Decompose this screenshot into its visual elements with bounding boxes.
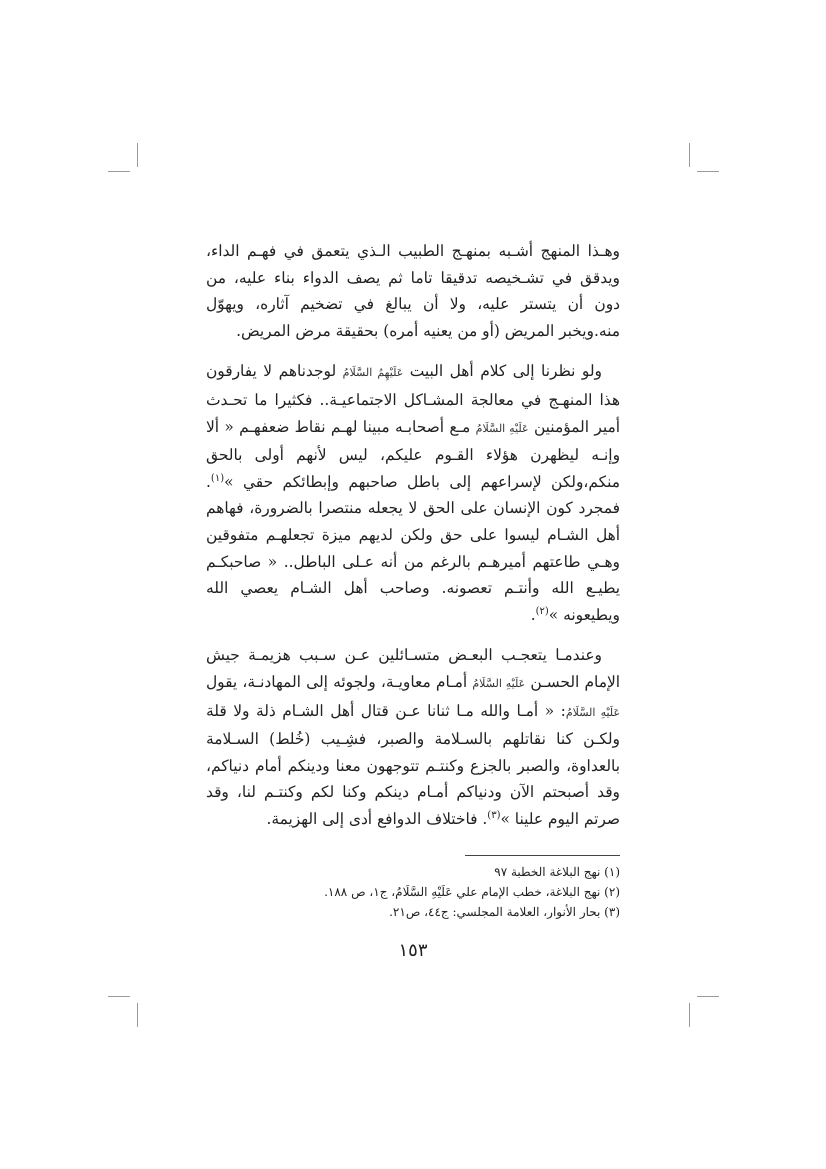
honorific-glyph: عَلَيْهِ السَّلَامُ (565, 705, 621, 719)
honorific-glyph: عَلَيْهِ السَّلَامُ (472, 676, 526, 690)
page-number: ١٥٣ (398, 940, 428, 961)
text-run: ولو نظرنا إلى كلام أهل البيت (403, 362, 602, 381)
footnote: (٢) نهج البلاغة، خطب الإمام علي عَلَيْهِ السَّلَامُ، ج١، ص ١٨٨. (324, 885, 620, 899)
text-run: : « أمـا والله مـا ثنانا عـن قتال أهل الشـام ذلة ولا قلة ولكـن كنا نقاتلهم بالسـلامة والصبر، فشِـيب (خُلط) السـلامة بالعداوة، والصبر بالجزع وكنتـم تتوجهون معنا ودينكم أمام دنياكم، وقد أصبحتم الآن ودنياكم أمـام دينكم وكنا لكم وكنتـم لنا، وقد صرتم اليوم علينا » (206, 701, 620, 828)
text-run: وهـذا المنهج أشـبه بمنهـج الطبيب الـذي يتعمق في فهـم الداء، ويدقق في تشـخيصه تدقيقا تاما ثم يصف الدواء بناء عليه، من دون أن يتستر عليه، ولا أن يبالغ في تضخيم آثاره، ويهوّل منه.ويخبر المريض (أو من يعنيه أمره) بحقيقة مرض المريض. (206, 242, 620, 340)
crop-mark-bottom-left-v (137, 1003, 138, 1027)
paragraph (206, 238, 620, 344)
footnote: (٣) بحار الأنوار، العلامة المجلسي: ج٤٤، ص٢١. (389, 905, 620, 919)
honorific-glyph: عَلَيْهِمُ السَّلَامُ (342, 366, 404, 380)
honorific-glyph: عَلَيْهِ السَّلَامُ (475, 421, 529, 435)
crop-mark-top-right-h (697, 171, 719, 172)
footnote: (١) نهج البلاغة الخطبة ٩٧ (494, 865, 620, 879)
text-run: لوجدناهم لا يفارقون هذا المنهـج في معالجة المشـاكل الاجتماعيـة.. فكثيرا ما تحـدث أمير المؤمنين (206, 362, 620, 436)
text-run: . فمجرد كون الإنسان على الحق لا يجعله منتصرا بالضرورة، فهاهم أهل الشـام ليسوا على حق ولكن لديهم ميزة تجعلهـم متفوقين وهـي طاعتهم أميرهـم بالرغم من أنه عـلى الباطل.. « صاحبكـم يطيـع الله وأنتـم تعصونه. وصاحب أهل الشـام يعصي الله ويطيعونه » (206, 472, 620, 624)
crop-mark-top-right-v (689, 143, 690, 167)
crop-mark-bottom-right-h (697, 996, 719, 997)
crop-mark-bottom-right-v (689, 1003, 690, 1027)
text-run: . فاختلاف الدوافع أدى إلى الهزيمة. (266, 809, 488, 828)
text-run: وعندمـا يتعجـب البعـض متسـائلين عـن سـبب هزيمـة جيش الإمام الحسـن (206, 646, 621, 691)
text-run: مـع أصحابـه مبينا لهـم نقاط ضعفهـم « ألا وإنـه ليظهرن هؤلاء القـوم عليكم، ليس لأنهم أولى بالحق منكم،ولكن لإسراعهم إلى باطل صاحبهم وإبطائكم حقي » (206, 417, 620, 491)
footnotes (320, 862, 620, 922)
crop-mark-top-left-v (137, 143, 138, 167)
footnote-ref: (٢) (535, 605, 549, 617)
text-run: أمـام معاويـة، ولجوئه إلى المهادنـة، يقول (206, 672, 473, 691)
crop-mark-bottom-left-h (108, 996, 130, 997)
text-run: . (530, 605, 536, 624)
body-text (206, 238, 620, 832)
crop-mark-top-left-h (108, 171, 130, 172)
paragraph (206, 358, 620, 628)
paragraph (206, 642, 620, 832)
footnote-separator (465, 855, 620, 856)
footnote-ref: (١) (210, 472, 225, 484)
footnote-ref: (٣) (487, 809, 501, 821)
